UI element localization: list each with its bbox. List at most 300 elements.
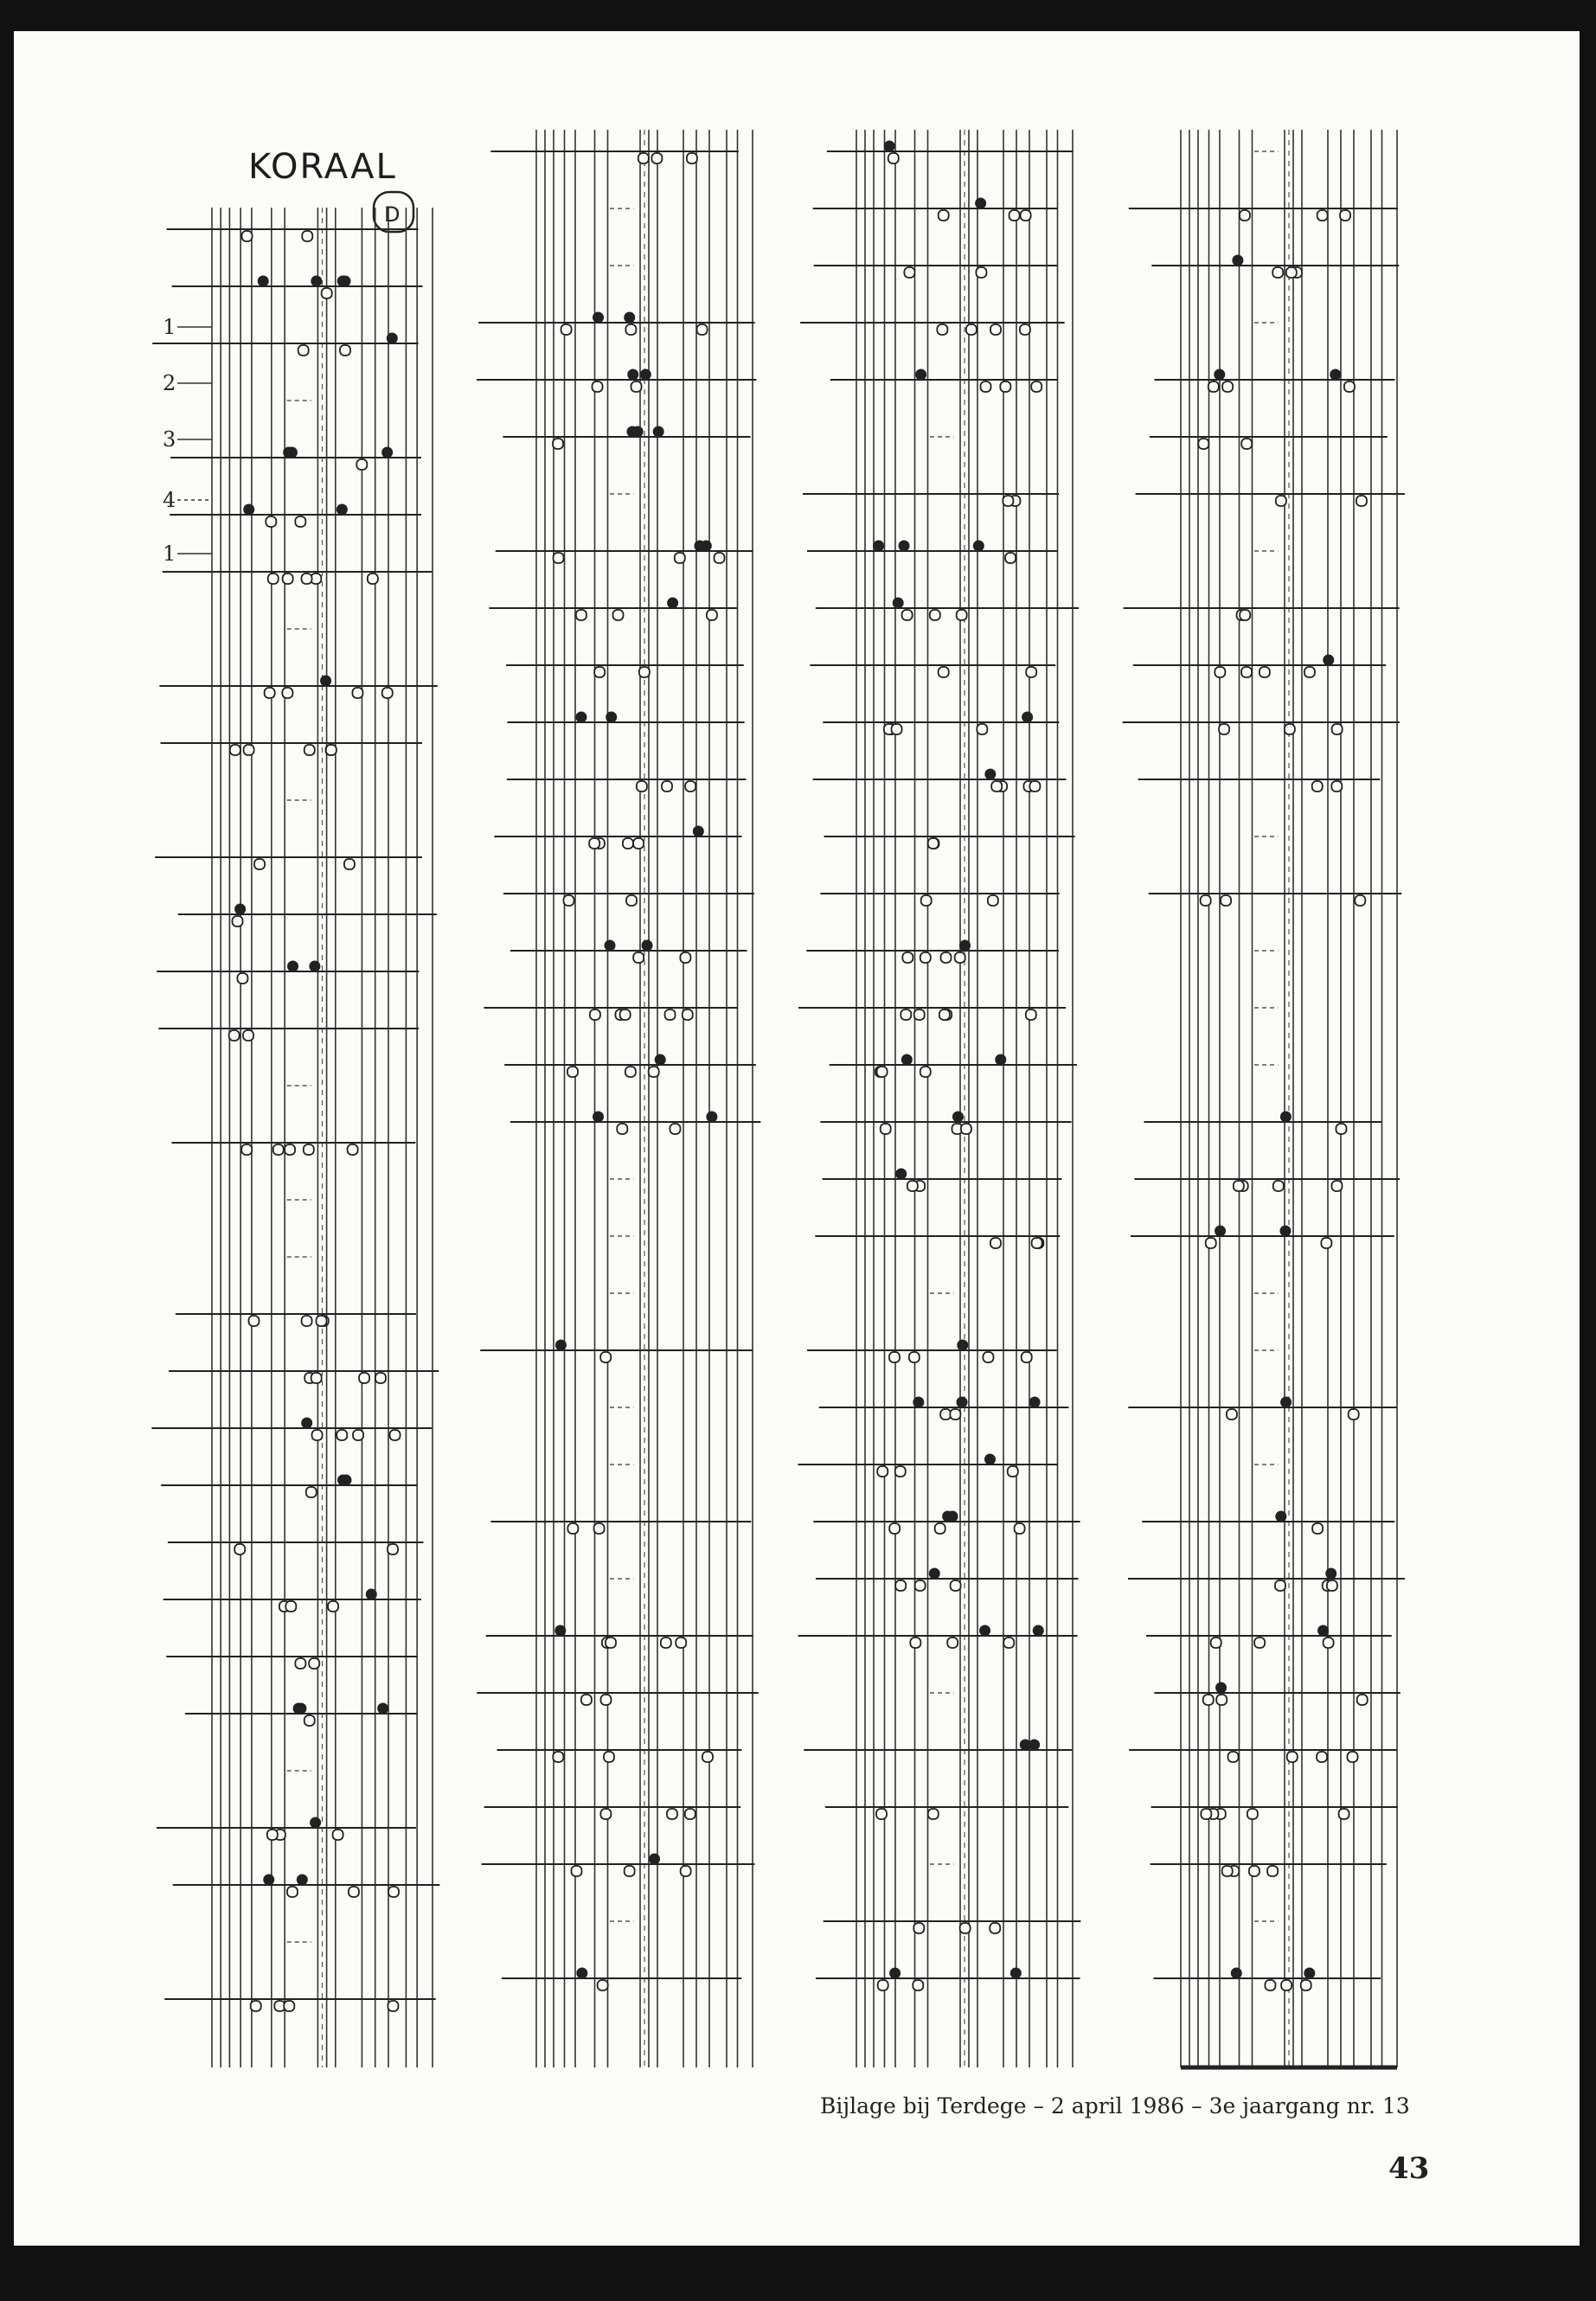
filled-note — [627, 369, 638, 381]
row-hint-label: 4 — [163, 488, 176, 512]
open-note — [902, 610, 913, 620]
open-note — [1222, 381, 1233, 392]
filled-note — [286, 447, 298, 458]
open-note — [564, 895, 574, 906]
open-note — [302, 231, 312, 241]
filled-note — [311, 276, 322, 287]
open-note — [1198, 439, 1208, 449]
open-note — [913, 1923, 924, 1933]
filled-note — [975, 198, 986, 209]
open-note — [1273, 1181, 1284, 1191]
open-note — [229, 1030, 240, 1041]
open-note — [680, 952, 690, 963]
open-note — [302, 574, 312, 584]
open-note — [685, 1809, 695, 1819]
filled-note — [701, 541, 712, 552]
open-note — [1287, 1752, 1298, 1762]
open-note — [1022, 1352, 1032, 1362]
open-note — [241, 1144, 252, 1155]
open-note — [593, 381, 603, 392]
open-note — [606, 1638, 616, 1648]
filled-note — [309, 961, 320, 972]
open-note — [1005, 553, 1016, 563]
filled-note — [1325, 1568, 1336, 1580]
filled-note — [1033, 1625, 1044, 1637]
open-note — [697, 324, 708, 335]
filled-note — [957, 1397, 968, 1408]
open-note — [234, 1544, 245, 1554]
filled-note — [340, 276, 351, 287]
filled-note — [1275, 1511, 1286, 1522]
open-note — [930, 610, 940, 620]
open-note — [902, 952, 913, 963]
filled-note — [1231, 1968, 1242, 1979]
open-note — [715, 553, 725, 563]
open-note — [1000, 381, 1010, 392]
open-note — [928, 838, 939, 849]
open-note — [904, 267, 914, 278]
open-note — [1215, 667, 1225, 677]
open-note — [1349, 1409, 1359, 1420]
open-note — [1340, 210, 1350, 221]
open-note — [910, 1638, 920, 1648]
filled-note — [301, 1418, 312, 1429]
open-note — [348, 1144, 358, 1155]
filled-note — [893, 598, 904, 609]
filled-note — [258, 276, 269, 287]
open-note — [649, 1067, 659, 1077]
filled-note — [576, 1968, 587, 1979]
open-note — [1272, 267, 1283, 278]
open-note — [388, 2001, 398, 2011]
open-note — [639, 667, 650, 677]
open-note — [915, 1580, 926, 1591]
filled-note — [1020, 1740, 1031, 1751]
filled-note — [1280, 1112, 1292, 1123]
filled-note — [337, 504, 348, 516]
open-note — [1219, 724, 1229, 734]
page-title: KORAAL — [248, 147, 397, 187]
open-note — [961, 1124, 971, 1134]
open-note — [1285, 724, 1295, 734]
open-note — [1003, 496, 1013, 506]
open-note — [681, 1866, 691, 1876]
row-hint-label: 3 — [163, 427, 176, 452]
filled-note — [913, 1397, 924, 1408]
open-note — [638, 153, 649, 163]
open-note — [1331, 781, 1342, 792]
open-note — [631, 381, 642, 392]
open-note — [1032, 1238, 1042, 1248]
filled-note — [377, 1703, 388, 1715]
filled-note — [995, 1054, 1006, 1066]
open-note — [957, 610, 967, 620]
filled-note — [979, 1625, 990, 1637]
open-note — [1275, 1580, 1285, 1591]
open-note — [889, 1352, 900, 1362]
open-note — [268, 574, 279, 584]
open-note — [326, 745, 337, 755]
open-note — [977, 724, 987, 734]
filled-note — [1010, 1968, 1022, 1979]
open-note — [302, 1316, 312, 1326]
open-note — [1348, 1752, 1358, 1762]
filled-note — [575, 712, 586, 723]
open-note — [576, 610, 586, 620]
open-note — [950, 1409, 960, 1420]
open-note — [1228, 1752, 1239, 1762]
open-note — [1249, 1866, 1259, 1876]
open-note — [1259, 667, 1270, 677]
open-note — [1317, 210, 1328, 221]
open-note — [1015, 1523, 1025, 1534]
open-note — [1267, 1866, 1278, 1876]
open-note — [1029, 781, 1040, 792]
filled-note — [649, 1854, 660, 1865]
open-note — [966, 324, 977, 335]
filled-note — [234, 904, 246, 915]
filled-note — [606, 712, 617, 723]
open-note — [612, 610, 623, 620]
filled-note — [263, 1875, 274, 1886]
filled-note — [642, 940, 653, 952]
open-note — [356, 459, 367, 470]
row-hint-label: 2 — [163, 371, 176, 395]
open-note — [368, 574, 378, 584]
filled-note — [1232, 255, 1243, 266]
open-note — [309, 1658, 319, 1669]
filled-note — [1323, 655, 1334, 666]
open-note — [921, 895, 932, 906]
open-note — [670, 1124, 680, 1134]
open-note — [1356, 496, 1367, 506]
open-note — [594, 1523, 605, 1534]
filled-note — [693, 826, 704, 837]
open-note — [877, 1067, 888, 1077]
open-note — [937, 324, 947, 335]
filled-note — [593, 1112, 604, 1123]
open-note — [344, 859, 355, 869]
open-note — [322, 288, 332, 298]
open-note — [390, 1430, 401, 1440]
open-note — [633, 838, 644, 849]
open-note — [1201, 895, 1211, 906]
open-note — [359, 1373, 369, 1383]
filled-note — [655, 1054, 666, 1066]
filled-note — [1022, 712, 1033, 723]
open-note — [667, 1809, 677, 1819]
filled-note — [554, 1625, 566, 1637]
open-note — [304, 745, 315, 755]
open-note — [1355, 895, 1365, 906]
filled-note — [387, 333, 398, 344]
open-note — [675, 553, 685, 563]
open-note — [1321, 1238, 1331, 1248]
open-note — [1026, 667, 1036, 677]
filled-note — [593, 312, 604, 324]
filled-note — [1280, 1397, 1292, 1408]
row-hint-label: 1 — [163, 542, 176, 566]
open-note — [623, 838, 633, 849]
open-note — [939, 1009, 950, 1020]
open-note — [625, 1067, 636, 1077]
open-note — [895, 1466, 906, 1477]
filled-note — [1279, 1226, 1291, 1237]
open-note — [1026, 1009, 1036, 1020]
open-note — [920, 1067, 931, 1077]
open-note — [1234, 1181, 1244, 1191]
open-note — [901, 1009, 911, 1020]
open-note — [249, 1316, 260, 1326]
open-note — [353, 1430, 363, 1440]
open-note — [947, 1638, 958, 1648]
filled-note — [1304, 1968, 1315, 1979]
open-note — [1031, 381, 1042, 392]
open-note — [1254, 1638, 1265, 1648]
open-note — [1241, 667, 1252, 677]
open-note — [878, 1980, 888, 1990]
open-note — [637, 781, 647, 792]
open-note — [283, 574, 293, 584]
open-note — [349, 1887, 359, 1897]
filled-note — [340, 1475, 351, 1486]
open-note — [233, 916, 243, 926]
open-note — [888, 153, 899, 163]
filled-note — [706, 1112, 717, 1123]
open-note — [889, 1523, 900, 1534]
filled-note — [653, 426, 664, 438]
open-note — [1216, 1695, 1227, 1705]
open-note — [617, 1124, 627, 1134]
open-note — [1211, 1638, 1221, 1648]
open-note — [633, 952, 644, 963]
open-note — [284, 2001, 294, 2011]
open-note — [285, 1601, 296, 1612]
filled-note — [1317, 1625, 1329, 1637]
filled-note — [320, 676, 331, 687]
filled-note — [901, 1054, 913, 1066]
open-note — [333, 1830, 343, 1840]
open-note — [589, 838, 599, 849]
d-box-letter: D — [384, 202, 401, 227]
open-note — [909, 1352, 920, 1362]
open-note — [306, 1487, 317, 1497]
open-note — [707, 610, 717, 620]
open-note — [388, 1887, 399, 1897]
open-note — [600, 1809, 611, 1819]
open-note — [1240, 610, 1250, 620]
open-note — [1312, 1523, 1323, 1534]
open-note — [1276, 496, 1286, 506]
caption: Bijlage bij Terdege – 2 april 1986 – 3e jaargang nr. 13 — [820, 2093, 1410, 2118]
open-note — [951, 1580, 961, 1591]
open-note — [914, 1009, 925, 1020]
open-note — [928, 1809, 939, 1819]
open-note — [1317, 1752, 1327, 1762]
open-note — [683, 1009, 693, 1020]
open-note — [990, 1923, 1000, 1933]
filled-note — [1215, 1226, 1226, 1237]
open-note — [976, 267, 986, 278]
open-note — [1227, 1409, 1237, 1420]
open-note — [337, 1430, 347, 1440]
filled-note — [297, 1875, 308, 1886]
open-note — [1327, 1580, 1337, 1591]
open-note — [267, 1830, 278, 1840]
open-note — [600, 1695, 611, 1705]
open-note — [242, 231, 253, 241]
open-note — [295, 516, 305, 527]
open-note — [955, 952, 965, 963]
open-note — [571, 1866, 581, 1876]
filled-note — [626, 426, 638, 438]
open-note — [375, 1373, 386, 1383]
open-note — [1339, 1809, 1349, 1819]
open-note — [877, 1466, 888, 1477]
open-note — [598, 1980, 608, 1990]
open-note — [665, 1009, 676, 1020]
open-note — [1312, 781, 1323, 792]
open-note — [553, 1752, 563, 1762]
open-note — [1332, 724, 1343, 734]
open-note — [561, 324, 572, 335]
open-note — [285, 1144, 295, 1155]
filled-note — [640, 369, 651, 381]
open-note — [876, 1809, 887, 1819]
open-note — [265, 688, 275, 698]
open-note — [1222, 1866, 1233, 1876]
open-note — [244, 745, 254, 755]
open-note — [1301, 1980, 1311, 1990]
open-note — [311, 1373, 322, 1383]
filled-note — [624, 312, 635, 324]
open-note — [960, 1923, 971, 1933]
filled-note — [952, 1112, 964, 1123]
open-note — [590, 1009, 600, 1020]
filled-note — [1029, 1397, 1041, 1408]
open-note — [941, 952, 952, 963]
open-note — [1021, 210, 1031, 221]
open-note — [1281, 1980, 1292, 1990]
open-note — [702, 1752, 713, 1762]
open-note — [895, 1580, 906, 1591]
open-note — [625, 1866, 635, 1876]
open-note — [990, 324, 1001, 335]
open-note — [920, 952, 931, 963]
open-note — [1286, 267, 1297, 278]
filled-note — [889, 1968, 901, 1979]
filled-note — [1330, 369, 1341, 381]
open-note — [600, 1352, 611, 1362]
open-note — [651, 153, 662, 163]
open-note — [1331, 1181, 1342, 1191]
open-note — [991, 781, 1002, 792]
open-note — [892, 724, 902, 734]
open-note — [1203, 1695, 1214, 1705]
open-note — [317, 1316, 327, 1326]
open-note — [1008, 1466, 1018, 1477]
open-note — [581, 1695, 592, 1705]
open-note — [287, 1887, 298, 1897]
open-note — [685, 781, 695, 792]
open-note — [243, 1030, 253, 1041]
open-note — [251, 2001, 261, 2011]
open-note — [687, 153, 697, 163]
open-note — [662, 781, 672, 792]
open-note — [1304, 667, 1315, 677]
open-note — [1344, 381, 1355, 392]
open-note — [988, 895, 998, 906]
open-note — [1003, 1638, 1014, 1648]
open-note — [312, 1430, 323, 1440]
open-note — [980, 381, 990, 392]
open-note — [626, 895, 637, 906]
open-note — [388, 1544, 398, 1554]
open-note — [939, 210, 949, 221]
open-note — [1221, 895, 1231, 906]
filled-note — [973, 541, 984, 552]
open-note — [594, 667, 605, 677]
open-note — [1357, 1695, 1368, 1705]
open-note — [661, 1638, 671, 1648]
open-note — [340, 345, 350, 356]
open-note — [254, 859, 265, 869]
filled-note — [959, 940, 971, 952]
open-note — [940, 1409, 951, 1420]
page-number: 43 — [1388, 2151, 1430, 2186]
open-note — [935, 1523, 945, 1534]
filled-note — [381, 447, 393, 458]
open-note — [620, 1009, 631, 1020]
open-note — [266, 516, 276, 527]
filled-note — [984, 1454, 996, 1465]
filled-note — [1214, 369, 1225, 381]
open-note — [1336, 1124, 1346, 1134]
filled-note — [1215, 1682, 1227, 1694]
open-note — [382, 688, 393, 698]
filled-note — [884, 141, 895, 152]
open-note — [553, 439, 563, 449]
filled-note — [915, 369, 926, 381]
open-note — [1020, 324, 1030, 335]
open-note — [273, 1144, 284, 1155]
open-note — [298, 345, 309, 356]
filled-note — [947, 1511, 958, 1522]
open-note — [567, 1523, 578, 1534]
open-note — [983, 1352, 993, 1362]
open-note — [230, 745, 240, 755]
open-note — [939, 667, 949, 677]
open-note — [567, 1067, 578, 1077]
open-note — [1208, 381, 1219, 392]
open-note — [237, 973, 247, 984]
filled-note — [667, 598, 678, 609]
open-note — [554, 553, 564, 563]
open-note — [676, 1638, 686, 1648]
open-note — [304, 1715, 315, 1726]
open-note — [328, 1601, 338, 1612]
filled-note — [243, 504, 254, 516]
open-note — [1247, 1809, 1258, 1819]
open-note — [1240, 210, 1250, 221]
filled-note — [984, 769, 996, 780]
filled-note — [366, 1589, 377, 1600]
open-note — [1265, 1980, 1275, 1990]
filled-note — [604, 940, 615, 952]
open-note — [1324, 1638, 1334, 1648]
open-note — [1206, 1238, 1216, 1248]
open-note — [1010, 210, 1020, 221]
